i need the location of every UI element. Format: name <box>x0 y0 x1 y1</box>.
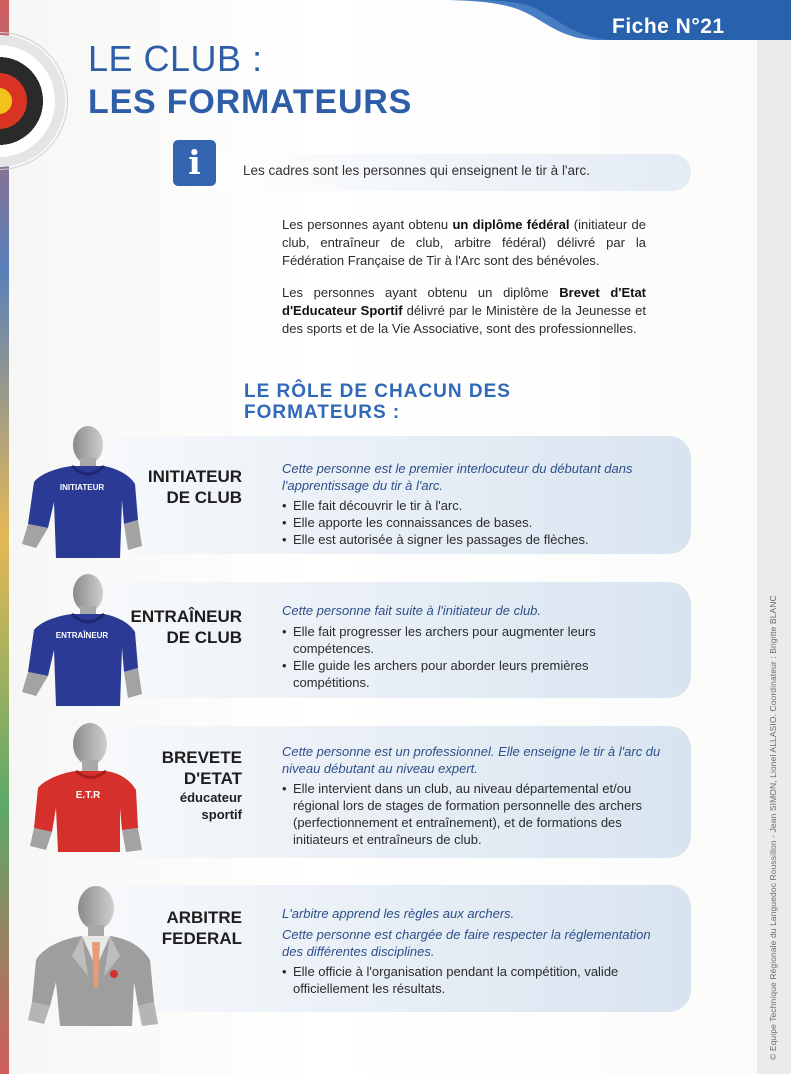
role-bullets-brevete <box>282 780 656 848</box>
info-icon: i <box>173 140 216 186</box>
role-name-brevete: BREVETE D'ETAT <box>161 748 242 788</box>
list-item: • Elle officie à l'organisation pendant la compétition, valide officiellement les résultats. <box>282 963 656 997</box>
archery-target-icon <box>0 32 68 170</box>
arbitre-figure <box>22 878 162 1028</box>
role-intro-arbitre-1: L'arbitre apprend les règles aux archers. <box>282 906 515 921</box>
page-title-line1: LE CLUB : <box>88 38 263 79</box>
paragraph-professionnels: Les personnes ayant obtenu un diplôme Brevet d'Etat d'Educateur Sportif délivré par le Ministère de la Jeunesse et des sports et de la Vie Associative, sont des professionnelles. <box>282 285 646 336</box>
list-item: • Elle fait découvrir le tir à l'arc. <box>282 497 656 514</box>
initiateur-shirt-text: INITIATEUR <box>59 483 105 492</box>
list-item: • Elle fait progresser les archers pour augmenter leurs compétences. <box>282 623 656 657</box>
brevete-figure <box>22 716 152 856</box>
credit-text: © Equipe Technique Régionale du Languedoc Roussillon - Jean SIMON, Lionel ALLASIO. Coordinateur : Brigitte BLANC <box>768 595 778 1060</box>
role-bullets-entraineur <box>282 623 656 691</box>
fiche-number: Fiche N°21 <box>612 15 725 38</box>
list-item: • Elle est autorisée à signer les passages de flèches. <box>282 531 656 548</box>
paragraph-benevoles: Les personnes ayant obtenu un diplôme fédéral (initiateur de club, entraîneur de club, arbitre fédéral) délivré par la Fédération Française de Tir à l'Arc sont des bénévoles. <box>282 217 646 268</box>
list-item: • Elle intervient dans un club, au niveau départemental et/ou régional lors de stages de formation personnelle des archers (perfectionnement et entraînement), et de formations des initiateurs et entraîneurs de club. <box>282 780 656 848</box>
list-item: • Elle guide les archers pour aborder leurs premières compétitions. <box>282 657 656 691</box>
role-subtitle-brevete: éducateur sportif <box>179 790 242 822</box>
role-intro-brevete: Cette personne est un professionnel. Elle enseigne le tir à l'arc du niveau débutant au niveau expert. <box>282 744 661 776</box>
initiateur-figure <box>12 420 142 560</box>
role-name-arbitre: ARBITRE FEDERAL <box>161 908 242 948</box>
page-title-line2: LES FORMATEURS <box>88 83 413 121</box>
role-bullets-arbitre <box>282 963 656 997</box>
role-name-initiateur: INITIATEUR DE CLUB <box>147 467 242 507</box>
role-bullets-initiateur <box>282 497 656 548</box>
entraineur-figure <box>12 568 142 708</box>
brevete-shirt-text: E.T.R <box>75 790 101 801</box>
list-item: • Elle apporte les connaissances de bases. <box>282 514 656 531</box>
roles-section-title: LE RÔLE DE CHACUN DES FORMATEURS : <box>244 381 511 423</box>
entraineur-shirt-text: ENTRAÎNEUR <box>55 631 109 640</box>
info-text: Les cadres sont les personnes qui enseignent le tir à l'arc. <box>243 163 591 178</box>
role-intro-entraineur: Cette personne fait suite à l'initiateur de club. <box>282 603 542 618</box>
role-intro-arbitre-2: Cette personne est chargée de faire respecter la réglementation des différentes disciplines. <box>282 927 651 959</box>
role-intro-initiateur: Cette personne est le premier interlocuteur du débutant dans l'apprentissage du tir à l'arc. <box>282 461 633 493</box>
role-name-entraineur: ENTRAÎNEUR DE CLUB <box>130 607 242 647</box>
